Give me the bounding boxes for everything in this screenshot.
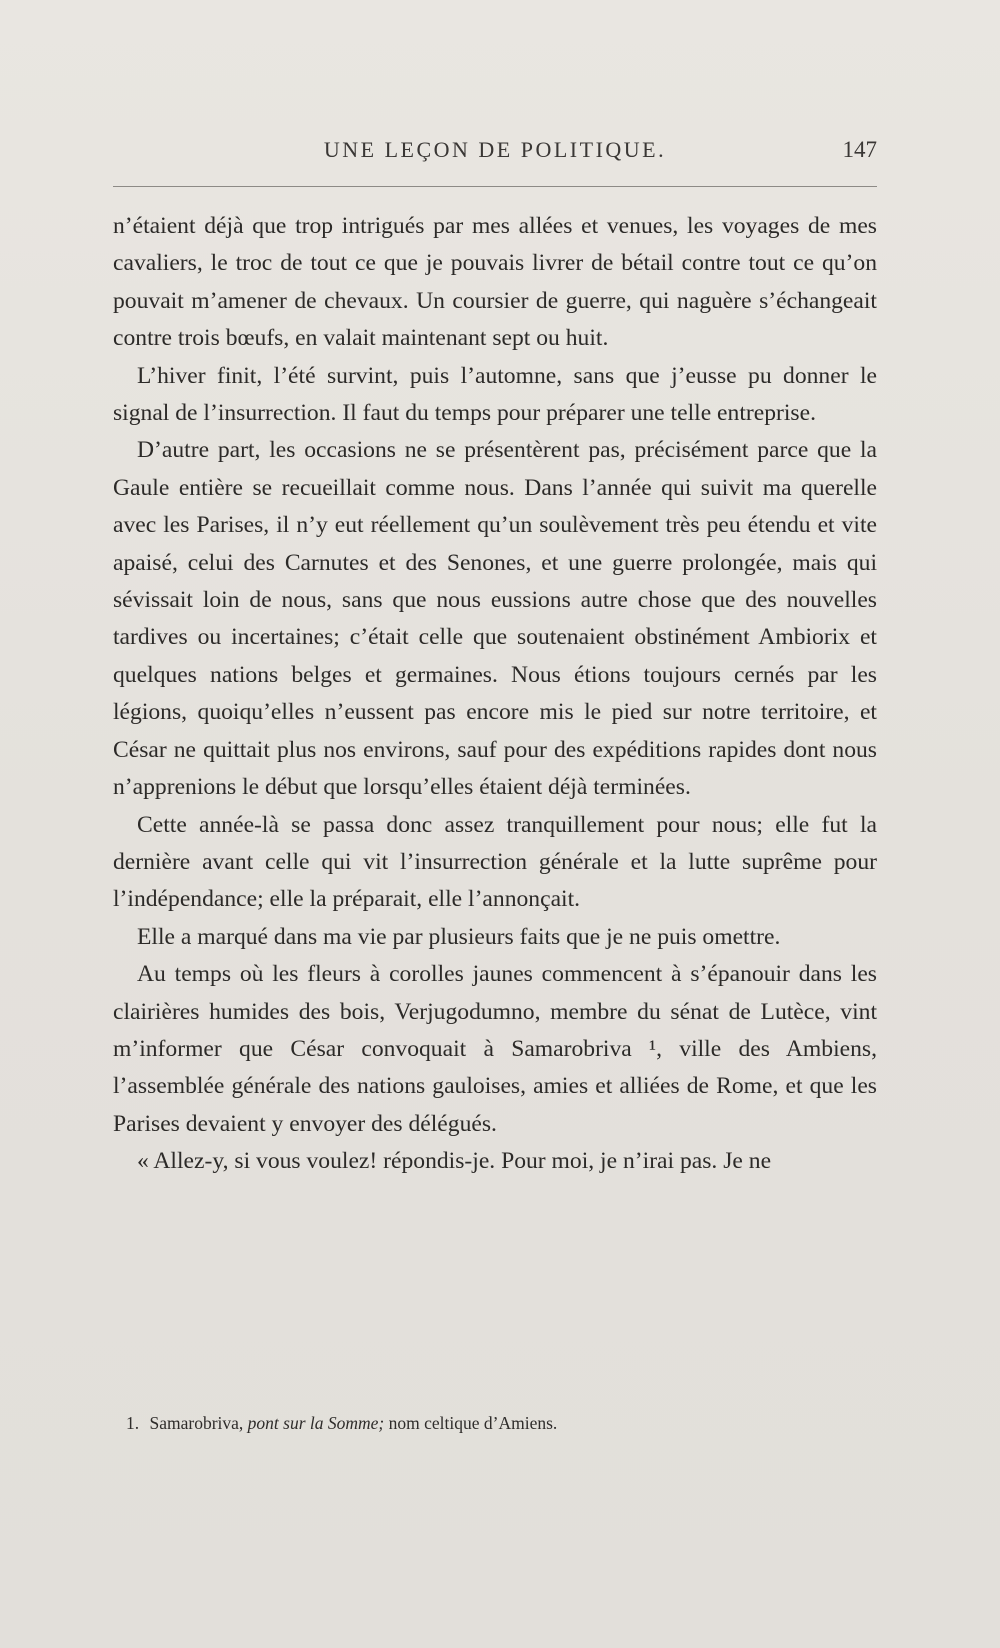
paragraph: D’autre part, les occasions ne se présentèrent pas, précisément parce que la Gaule entière se recueillait comme nous. Dans l’année qui suivit ma querelle avec les Parises, il n’y eut réellement qu’un soulèvement très peu étendu et vite apaisé, celui des Carnutes et des Senones, et une guerre prolongée, mais qui sévissait loin de nous, sans que nous eussions autre chose que des nouvelles tardives ou incertaines; c’était celle que soutenaient obstinément Ambiorix et quelques nations belges et germaines. Nous étions toujours cernés par les légions, quoiqu’elles n’eussent pas encore mis le pied sur notre territoire, et César ne quittait plus nos environs, sauf pour des expéditions rapides dont nous n’apprenions le début que lorsqu’elles étaient déjà terminées. xyxy=(113,437,877,801)
paragraph: Cette année-là se passa donc assez tranquillement pour nous; elle fut la dernière avant celle qui vit l’insurrection générale et la lutte suprême pour l’indépendance; elle la préparait, elle l’annonçait. xyxy=(113,811,877,913)
running-head xyxy=(113,133,877,167)
paragraph: « Allez-y, si vous voulez! répondis-je. Pour moi, je n’irai pas. Je ne xyxy=(137,1148,772,1175)
footnote-term: Samarobriva, xyxy=(149,1413,244,1433)
paragraph: L’hiver finit, l’été survint, puis l’automne, sans que j’eusse pu donner le signal de l’insurrection. Il faut du temps pour préparer une telle entreprise. xyxy=(113,362,877,427)
header-rule xyxy=(113,186,877,187)
footnote xyxy=(126,1412,866,1434)
page-number: 147 xyxy=(842,137,877,162)
paragraph-continuation: n’étaient déjà que trop intrigués par mes allées et venues, les voyages de mes cavaliers, le troc de tout ce que je pouvais livrer de bétail contre tout ce qu’on pouvait m’amener de chevaux. Un coursier de guerre, qui naguère s’échangeait contre trois bœufs, en valait maintenant sept ou huit. xyxy=(113,213,877,352)
paragraph: Au temps où les fleurs à corolles jaunes commencent à s’épanouir dans les clairières humides des bois, Verjugodumno, membre du sénat de Lutèce, vint m’informer que César convoquait à Samarobriva ¹, ville des Ambiens, l’assemblée générale des nations gauloises, amies et alliées de Rome, et que les Parises devaient y envoyer des délégués. xyxy=(113,961,877,1137)
footnote-text: nom celtique d’Amiens. xyxy=(388,1413,558,1433)
footnote-number: 1. xyxy=(126,1413,140,1433)
paragraph: Elle a marqué dans ma vie par plusieurs faits que je ne puis omettre. xyxy=(137,923,781,950)
footnote-gloss: pont sur la Somme; xyxy=(247,1413,385,1433)
body-text xyxy=(113,208,877,1181)
running-title: UNE LEÇON DE POLITIQUE. xyxy=(323,137,667,162)
